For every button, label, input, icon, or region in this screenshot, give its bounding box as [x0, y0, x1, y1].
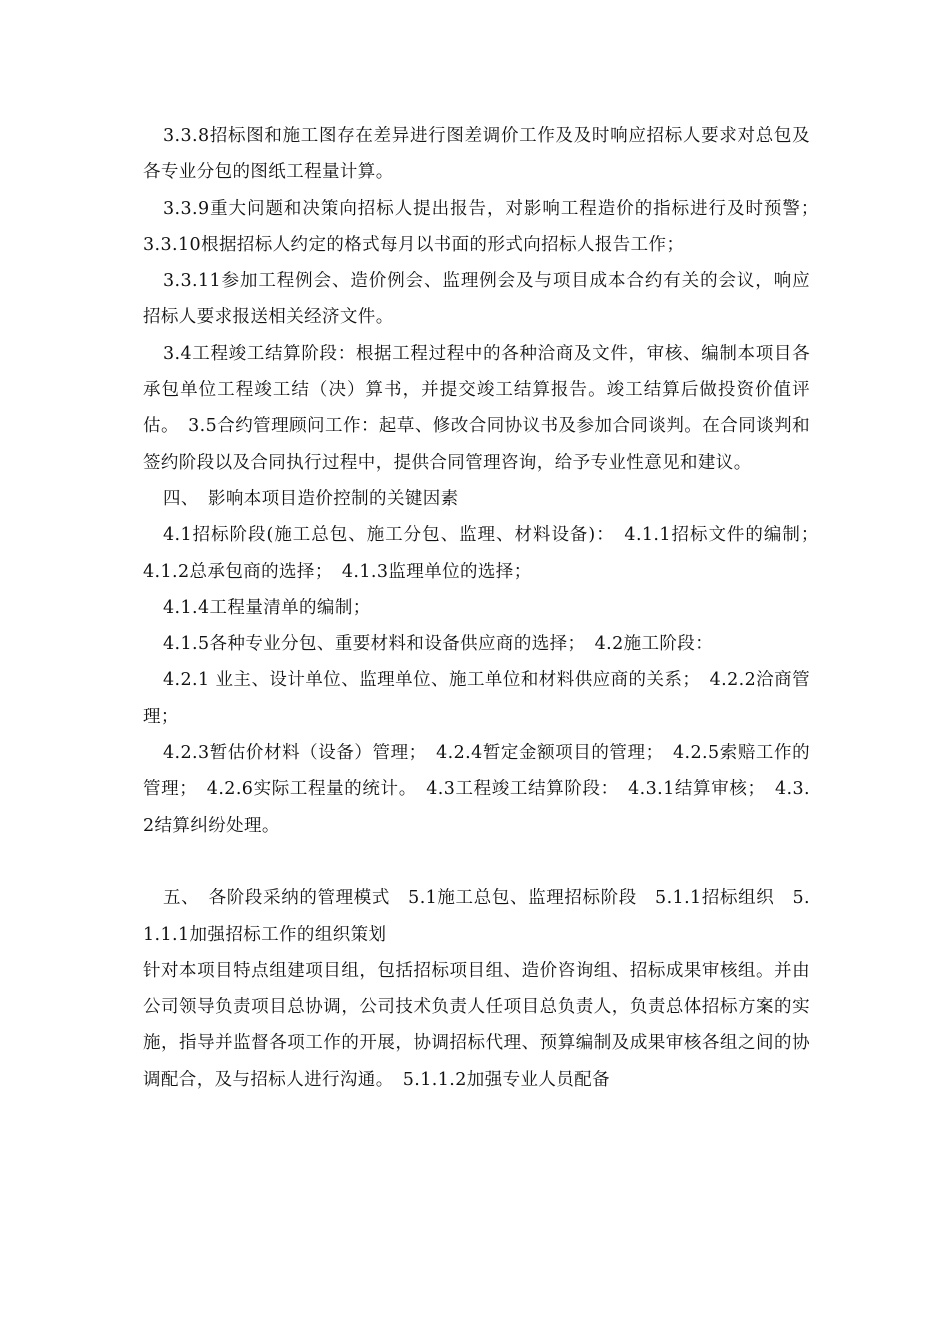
paragraph-4-1-5: 4.1.5各种专业分包、重要材料和设备供应商的选择； 4.2施工阶段：	[163, 634, 714, 655]
section-heading-5: 五、 各阶段采纳的管理模式 5.1施工总包、监理招标阶段 5.1.1招标组织 5.1.1.1加强招标工作的组织策划	[143, 888, 810, 945]
paragraph-5-1-1-1-body: 针对本项目特点组建项目组，包括招标项目组、造价咨询组、招标成果审核组。并由公司领导负责项目总协调，公司技术负责人任项目总负责人，负责总体招标方案的实施，指导并监督各项工作的开展，协调招标代理、预算编制及成果审核各组之间的协调配合，及与招标人进行沟通。 5.1.1.2加强专业人员配备	[143, 960, 810, 1090]
paragraph-4-2-3: 4.2.3暂估价材料（设备）管理； 4.2.4暂定金额项目的管理； 4.2.5索赔工作的管理； 4.2.6实际工程量的统计。 4.3工程竣工结算阶段： 4.3.1结算审核； 4.3.2结算纠纷处理。	[143, 743, 810, 836]
paragraph-3-3-8: 3.3.8招标图和施工图存在差异进行图差调价工作及及时响应招标人要求对总包及各专业分包的图纸工程量计算。	[143, 126, 810, 183]
paragraph-3-3-11: 3.3.11参加工程例会、造价例会、监理例会及与项目成本合约有关的会议，响应招标人要求报送相关经济文件。	[143, 271, 810, 328]
paragraph-3-3-9: 3.3.9重大问题和决策向招标人提出报告，对影响工程造价的指标进行及时预警； 3.3.10根据招标人约定的格式每月以书面的形式向招标人报告工作；	[143, 198, 828, 255]
paragraph-4-1-4: 4.1.4工程量清单的编制；	[163, 597, 371, 618]
blank-line	[143, 844, 810, 880]
paragraph-4-2-1: 4.2.1 业主、设计单位、监理单位、施工单位和材料供应商的关系； 4.2.2洽商管理；	[143, 670, 810, 727]
document-page	[143, 118, 828, 1098]
paragraph-3-4: 3.4工程竣工结算阶段：根据工程过程中的各种洽商及文件，审核、编制本项目各承包单位工程竣工结（决）算书，并提交竣工结算报告。竣工结算后做投资价值评估。 3.5合约管理顾问工作：起草、修改合同协议书及参加合同谈判。在合同谈判和签约阶段以及合同执行过程中，提供合同管理咨询，给予专业性意见和建议。	[143, 343, 810, 473]
section-heading-4: 四、 影响本项目造价控制的关键因素	[163, 488, 459, 509]
paragraph-4-1: 4.1招标阶段(施工总包、施工分包、监理、材料设备)： 4.1.1招标文件的编制； 4.1.2总承包商的选择； 4.1.3监理单位的选择；	[143, 525, 828, 582]
